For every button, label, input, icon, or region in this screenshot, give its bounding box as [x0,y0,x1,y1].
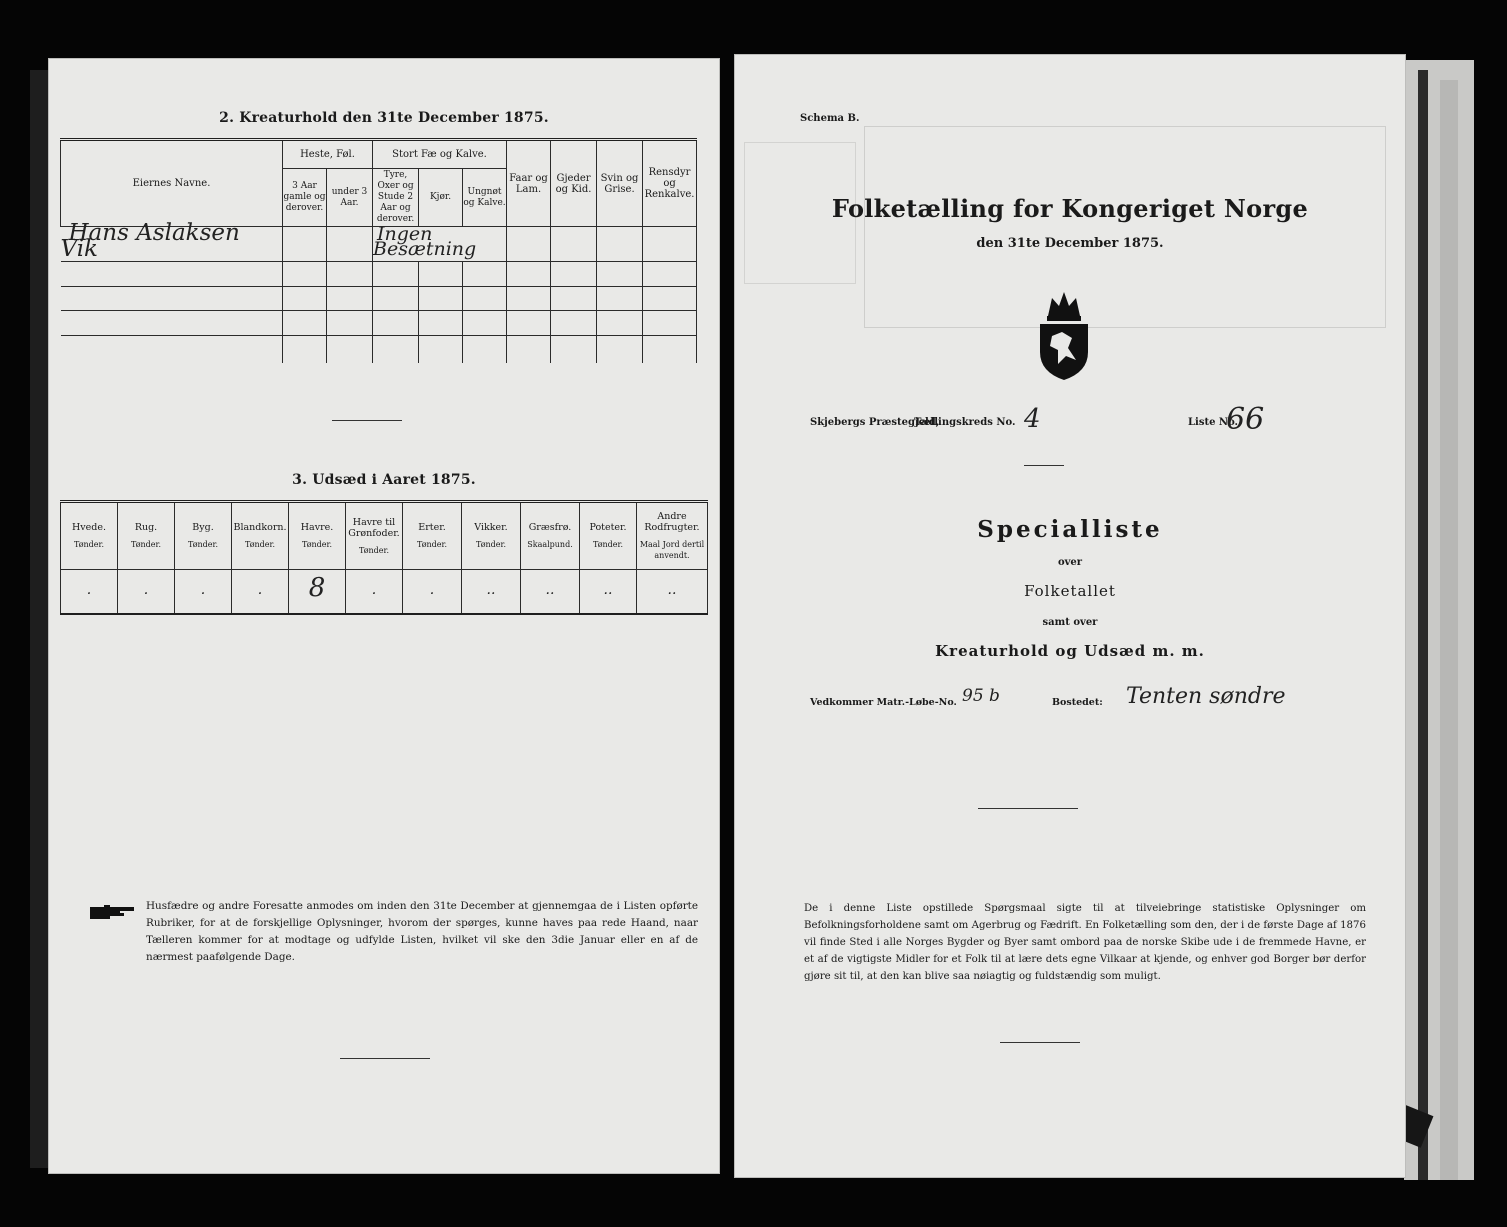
seed-value-cell [175,570,232,614]
faar-header: Faar og Lam. [507,140,551,227]
district-value: 4 [1024,404,1041,434]
livestock-cell [373,222,507,261]
matr-label: Vedkommer Matr.-Løbe-No. [810,697,957,708]
matr-value: 95 b [962,686,1000,706]
seed-column-name: Græsfrø. [528,522,572,533]
seed-value: 8 [308,572,326,603]
heste-sub1: 3 Aar gamle og derover. [283,169,327,227]
svin-header: Svin og Grise. [597,140,643,227]
divider [1024,465,1064,466]
folketallet-label: Folketallet [1024,582,1116,600]
list-value: 66 [1226,402,1265,437]
right-stack-edge-light [1440,80,1458,1180]
seed-value: . [143,581,149,598]
seed-column-unit: Maal Jord dertil anvendt. [639,540,705,560]
list-label: Liste No. [1188,417,1239,428]
stort-sub2: Kjør. [419,169,463,227]
bottom-divider [1000,1042,1080,1043]
seed-value-cell [346,570,403,614]
seed-value: . [429,581,435,598]
owner-value: Hans Aslaksen Vik [60,219,240,262]
table-row [61,261,697,286]
seed-value-cell [289,570,346,614]
seed-column-header [61,502,118,570]
seed-value: .. [545,581,555,598]
seed-column-header [232,502,289,570]
gjeder-header: Gjeder og Kid. [551,140,597,227]
seed-column-unit: Tønder. [187,540,219,549]
stort-header: Stort Fæ og Kalve. [373,140,507,169]
divider [978,808,1078,809]
bottom-divider [340,1058,430,1059]
seed-column-unit: Tønder. [358,545,390,555]
livestock-value: Ingen Besætning [373,222,477,260]
seed-table [60,500,708,615]
specialliste-title: Specialliste [977,516,1163,543]
seed-value: . [86,581,92,598]
parish-label: Skjebergs Præstegjeld, [810,417,940,428]
seed-column-header [289,502,346,570]
seed-column-header [403,502,462,570]
seed-value-cell [521,570,580,614]
seed-column-header [580,502,637,570]
bosted-label: Bostedet: [1052,697,1103,708]
seed-column-unit: Tønder. [244,540,276,549]
census-date: den 31te December 1875. [976,236,1164,251]
seed-column-header [521,502,580,570]
seed-column-name: Poteter. [589,522,627,533]
seed-column-unit: Tønder. [301,540,333,549]
seed-value: .. [486,581,496,598]
kreaturhold-label: Kreaturhold og Udsæd m. m. [935,642,1205,660]
seed-column-header [346,502,403,570]
seed-column-name: Rug. [134,522,158,533]
pointing-hand-icon [90,904,136,918]
seed-column-header [118,502,175,570]
seed-column-name: Blandkorn. [233,522,287,533]
seed-value-cell [118,570,175,614]
seed-value: . [371,581,377,598]
right-stack-edge [1404,60,1474,1180]
seed-column-unit: Tønder. [416,540,448,549]
bleed-through [864,126,1386,328]
seed-value-cell [403,570,462,614]
coat-of-arms-icon [1032,286,1096,382]
seed-column-unit: Skaalpund. [527,540,573,549]
right-page [734,54,1406,1178]
seed-value-cell [232,570,289,614]
table-row [61,227,697,261]
seed-value: . [200,581,206,598]
seed-value: . [257,581,263,598]
census-title: Folketælling for Kongeriget Norge [831,194,1309,223]
schema-label: Schema B. [800,113,860,124]
samt-over-label: samt over [1042,617,1098,628]
section2-title: 2. Kreaturhold den 31te December 1875. [219,110,549,126]
stort-sub3: Ungnøt og Kalve. [463,169,507,227]
table-row [61,311,697,336]
seed-value-cell [61,570,118,614]
seed-column-name: Byg. [192,522,214,533]
right-stack-edge-dark [1418,70,1428,1180]
heste-header: Heste, Føl. [283,140,373,169]
bosted-value: Tenten søndre [1126,684,1286,709]
seed-column-name: Andre Rodfrugter. [644,511,700,533]
table-row [61,286,697,311]
seed-column-unit: Tønder. [592,540,624,549]
table-row [61,336,697,363]
over-label: over [1057,557,1083,568]
left-page [48,58,720,1174]
seed-value-cell [580,570,637,614]
seed-column-unit: Tønder. [73,540,105,549]
heste-sub2: under 3 Aar. [327,169,373,227]
seed-column-name: Havre. [300,522,334,533]
notice-text: Husfædre og andre Foresatte anmodes om inden den 31te December at gjennemgaa de i Listen opførte Rubriker, for at de forskjellige Oplysninger, hvorom der spørges, kunne haves paa rede Haand, naar Tælleren kommer for at modtage og udfylde Listen, hvilket vil ske den 3die Januar eller en af de nærmest paafølgende Dage. [146,900,698,963]
district-label: Tællingskreds No. [914,417,1016,428]
seed-column-unit: Tønder. [475,540,507,549]
section3-title: 3. Udsæd i Aaret 1875. [292,472,476,488]
seed-column-header [462,502,521,570]
seed-column-unit: Tønder. [130,540,162,549]
owner-cell [60,219,283,262]
seed-column-header [637,502,708,570]
seed-value-cell [637,570,708,614]
seed-column-name: Vikker. [474,522,508,533]
stort-sub1: Tyre, Oxer og Stude 2 Aar og derover. [373,169,419,227]
rensdyr-header: Rensdyr og Renkalve. [643,140,697,227]
seed-value: .. [667,581,677,598]
owner-header: Eiernes Navne. [61,140,283,227]
seed-column-header [175,502,232,570]
divider [332,420,402,421]
seed-value-cell [462,570,521,614]
seed-column-name: Erter. [418,522,446,533]
seed-column-name: Hvede. [72,522,106,533]
info-paragraph: De i denne Liste opstillede Spørgsmaal sigte til at tilveiebringe statistiske Oplysninger om Befolkningsforholdene samt om Agerbrug og Fædrift. En Folketælling som den, der i de første Dage af 1876 vil finde Sted i alle Norges Bygder og Byer samt ombord paa de norske Skibe ude i de fremmede Havne, er et af de vigtigste Midler for et Folk til at lære dets egne Vilkaar at kjende, og enhver god Borger bør derfor gjøre sit til, at den kan blive saa nøiagtig og fuldstændig som muligt. [804,903,1366,982]
livestock-table [60,138,697,363]
seed-column-name: Havre til Grønfoder. [348,516,400,539]
seed-value: .. [603,581,613,598]
